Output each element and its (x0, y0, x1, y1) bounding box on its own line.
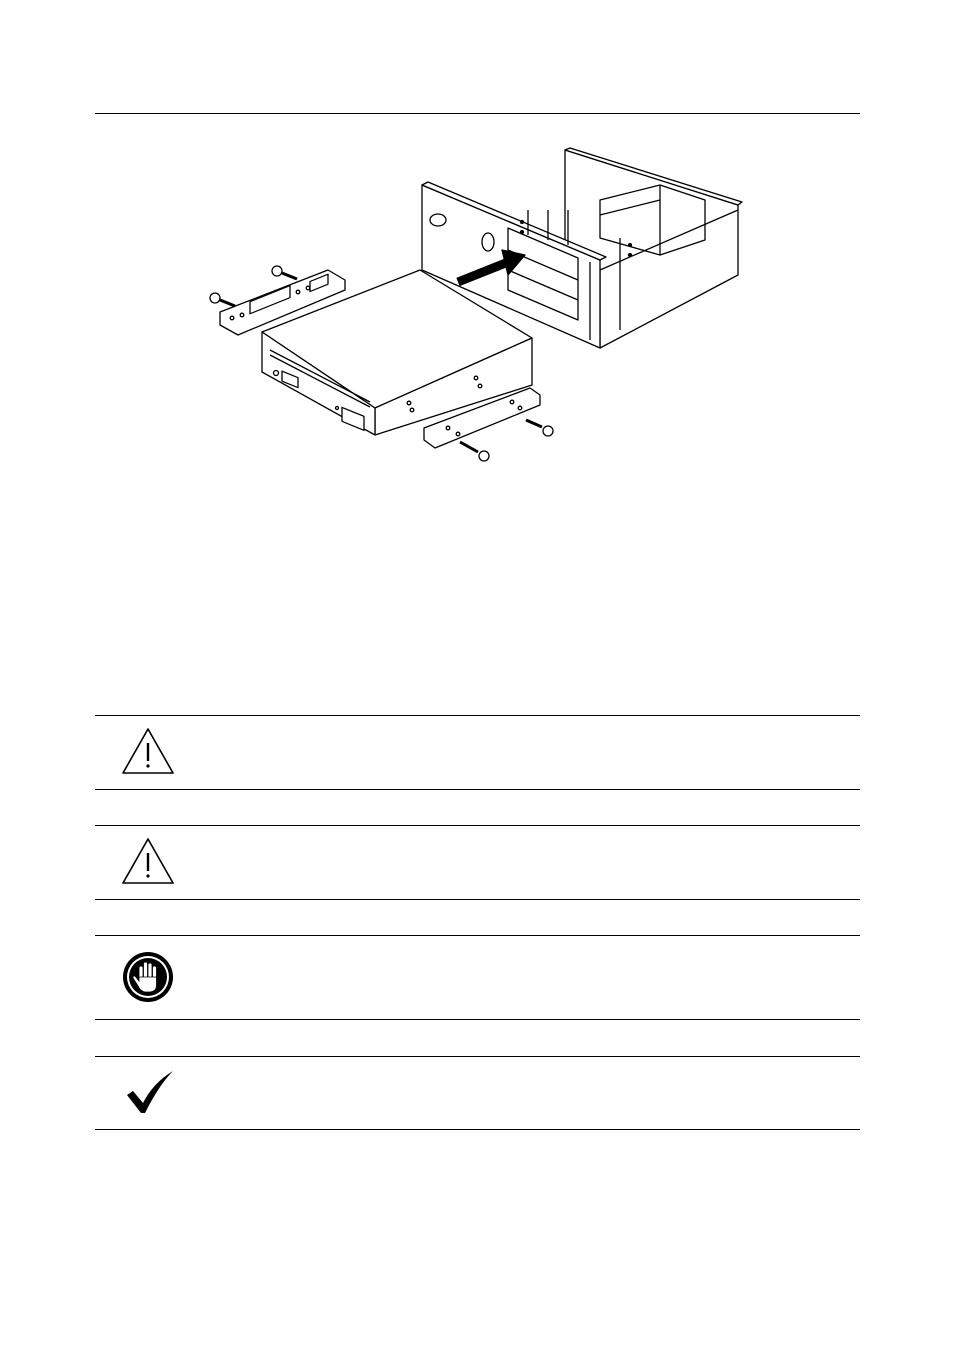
screw-top-left (210, 293, 235, 306)
warning-triangle-icon (120, 836, 176, 886)
warning-notice-1 (95, 716, 860, 789)
stop-notice (95, 936, 860, 1019)
screw-bottom-center (460, 442, 489, 461)
check-mark-icon (125, 1069, 175, 1115)
warning-triangle-icon (120, 726, 176, 776)
screw-bottom-right (526, 420, 553, 436)
warning-notice-2 (95, 826, 860, 899)
screw-top-center (272, 266, 297, 279)
notice-3-bottom-rule (95, 1019, 860, 1020)
tip-notice (95, 1057, 860, 1129)
header-rule (95, 113, 860, 114)
stop-hand-icon (122, 951, 174, 1003)
notice-1-bottom-rule (95, 789, 860, 790)
drive-installation-illustration (190, 140, 760, 480)
notice-2-bottom-rule (95, 899, 860, 900)
notice-4-bottom-rule (95, 1129, 860, 1130)
